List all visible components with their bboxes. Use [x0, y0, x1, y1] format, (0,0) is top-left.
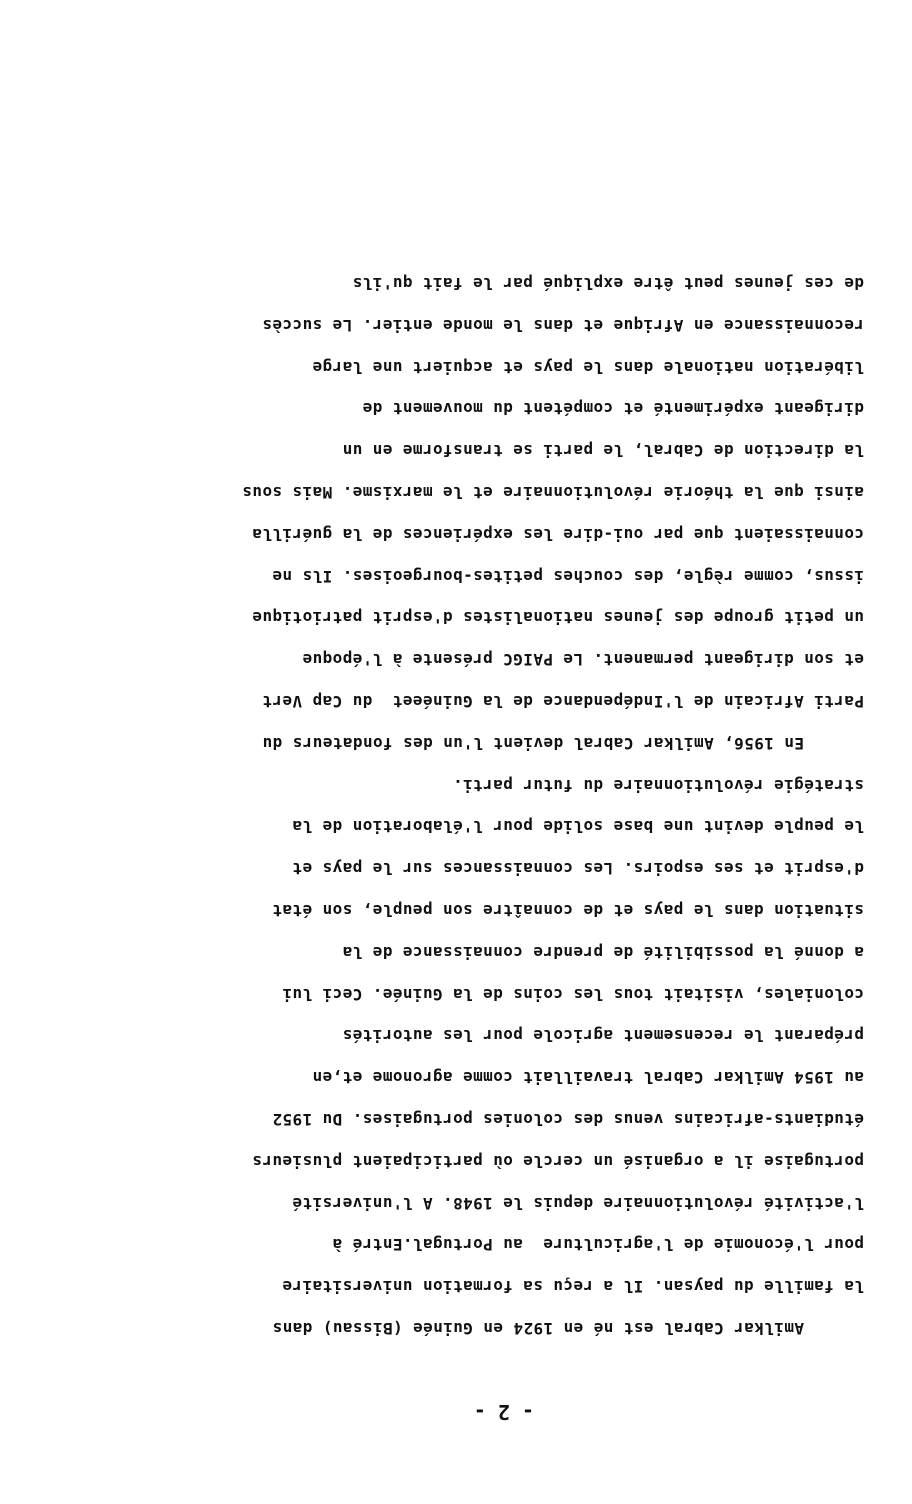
text-line: dirigeant expérimenté et compétent du mouvement de	[362, 399, 864, 418]
text-line: a donné la possibilité de prendre connaissance de la	[342, 943, 864, 962]
text-line: d'esprit et ses espoirs. Les connaissances sur le pays et	[292, 859, 864, 878]
text-line: la famille du paysan. Il a reçu sa formation universitaire	[282, 1277, 864, 1296]
text-line: Amilkar Cabral est né en 1924 en Guinée (Bissau) dans	[272, 1319, 804, 1338]
text-line: ainsi que la théorie révolutionnaire et le marxisme. Mais sous	[241, 483, 864, 502]
text-line: coloniales, visitait tous les coins de la Guinée. Ceci lui	[282, 985, 864, 1004]
text-line: reconnaissance en Afrique et dans le monde entier. Le succès	[262, 316, 864, 335]
text-line: stratégie révolutionnaire du futur parti.	[452, 776, 864, 795]
text-line: Parti Africain de l'Indépendance de la Guinéeet du Cap Vert	[262, 692, 864, 711]
text-line: le peuple devint une base solide pour l'élaboration de la	[292, 817, 864, 836]
text-line: connaissaient que par oui-dire les expériences de la guérilla	[251, 525, 864, 544]
text-line: un petit groupe des jeunes nationalistes d'esprit patriotique	[251, 608, 864, 627]
text-line: étudiants-africains venus des colonies portugaises. Du 1952	[272, 1110, 864, 1129]
text-line: l'activité révolutionnaire depuis le 1948. A l'université	[292, 1194, 864, 1213]
page-number: - 2 -	[473, 1400, 534, 1424]
text-line: et son dirigeant permanent. Le PAIGC présente à l'époque	[302, 650, 864, 669]
text-line: de ces jeunes peut être expliqué par le fait qu'ils	[352, 274, 864, 293]
text-line: pour l'économie de l'agriculture au Portugal.Entré à	[332, 1235, 864, 1254]
text-line: portugaise il a organisé un cercle où participaient plusieurs	[251, 1152, 864, 1171]
text-line: libération nationale dans le pays et acquiert une large	[312, 358, 864, 377]
text-line: En 1956, Amilkar Cabral devient l'un des fondateurs du	[262, 734, 804, 753]
text-line: préparant le recensement agricole pour les autorités	[342, 1026, 864, 1045]
text-line: la direction de Cabral, le parti se transforme en un	[342, 441, 864, 460]
text-line: au 1954 Amilkar Cabral travaillait comme agronome et,en	[312, 1068, 864, 1087]
typed-text-body	[44, 0, 864, 1504]
text-line: situation dans le pays et de connaître son peuple, son état	[272, 901, 864, 920]
text-line: issus, comme règle, des couches petites-bourgeoises. Ils ne	[272, 567, 864, 586]
